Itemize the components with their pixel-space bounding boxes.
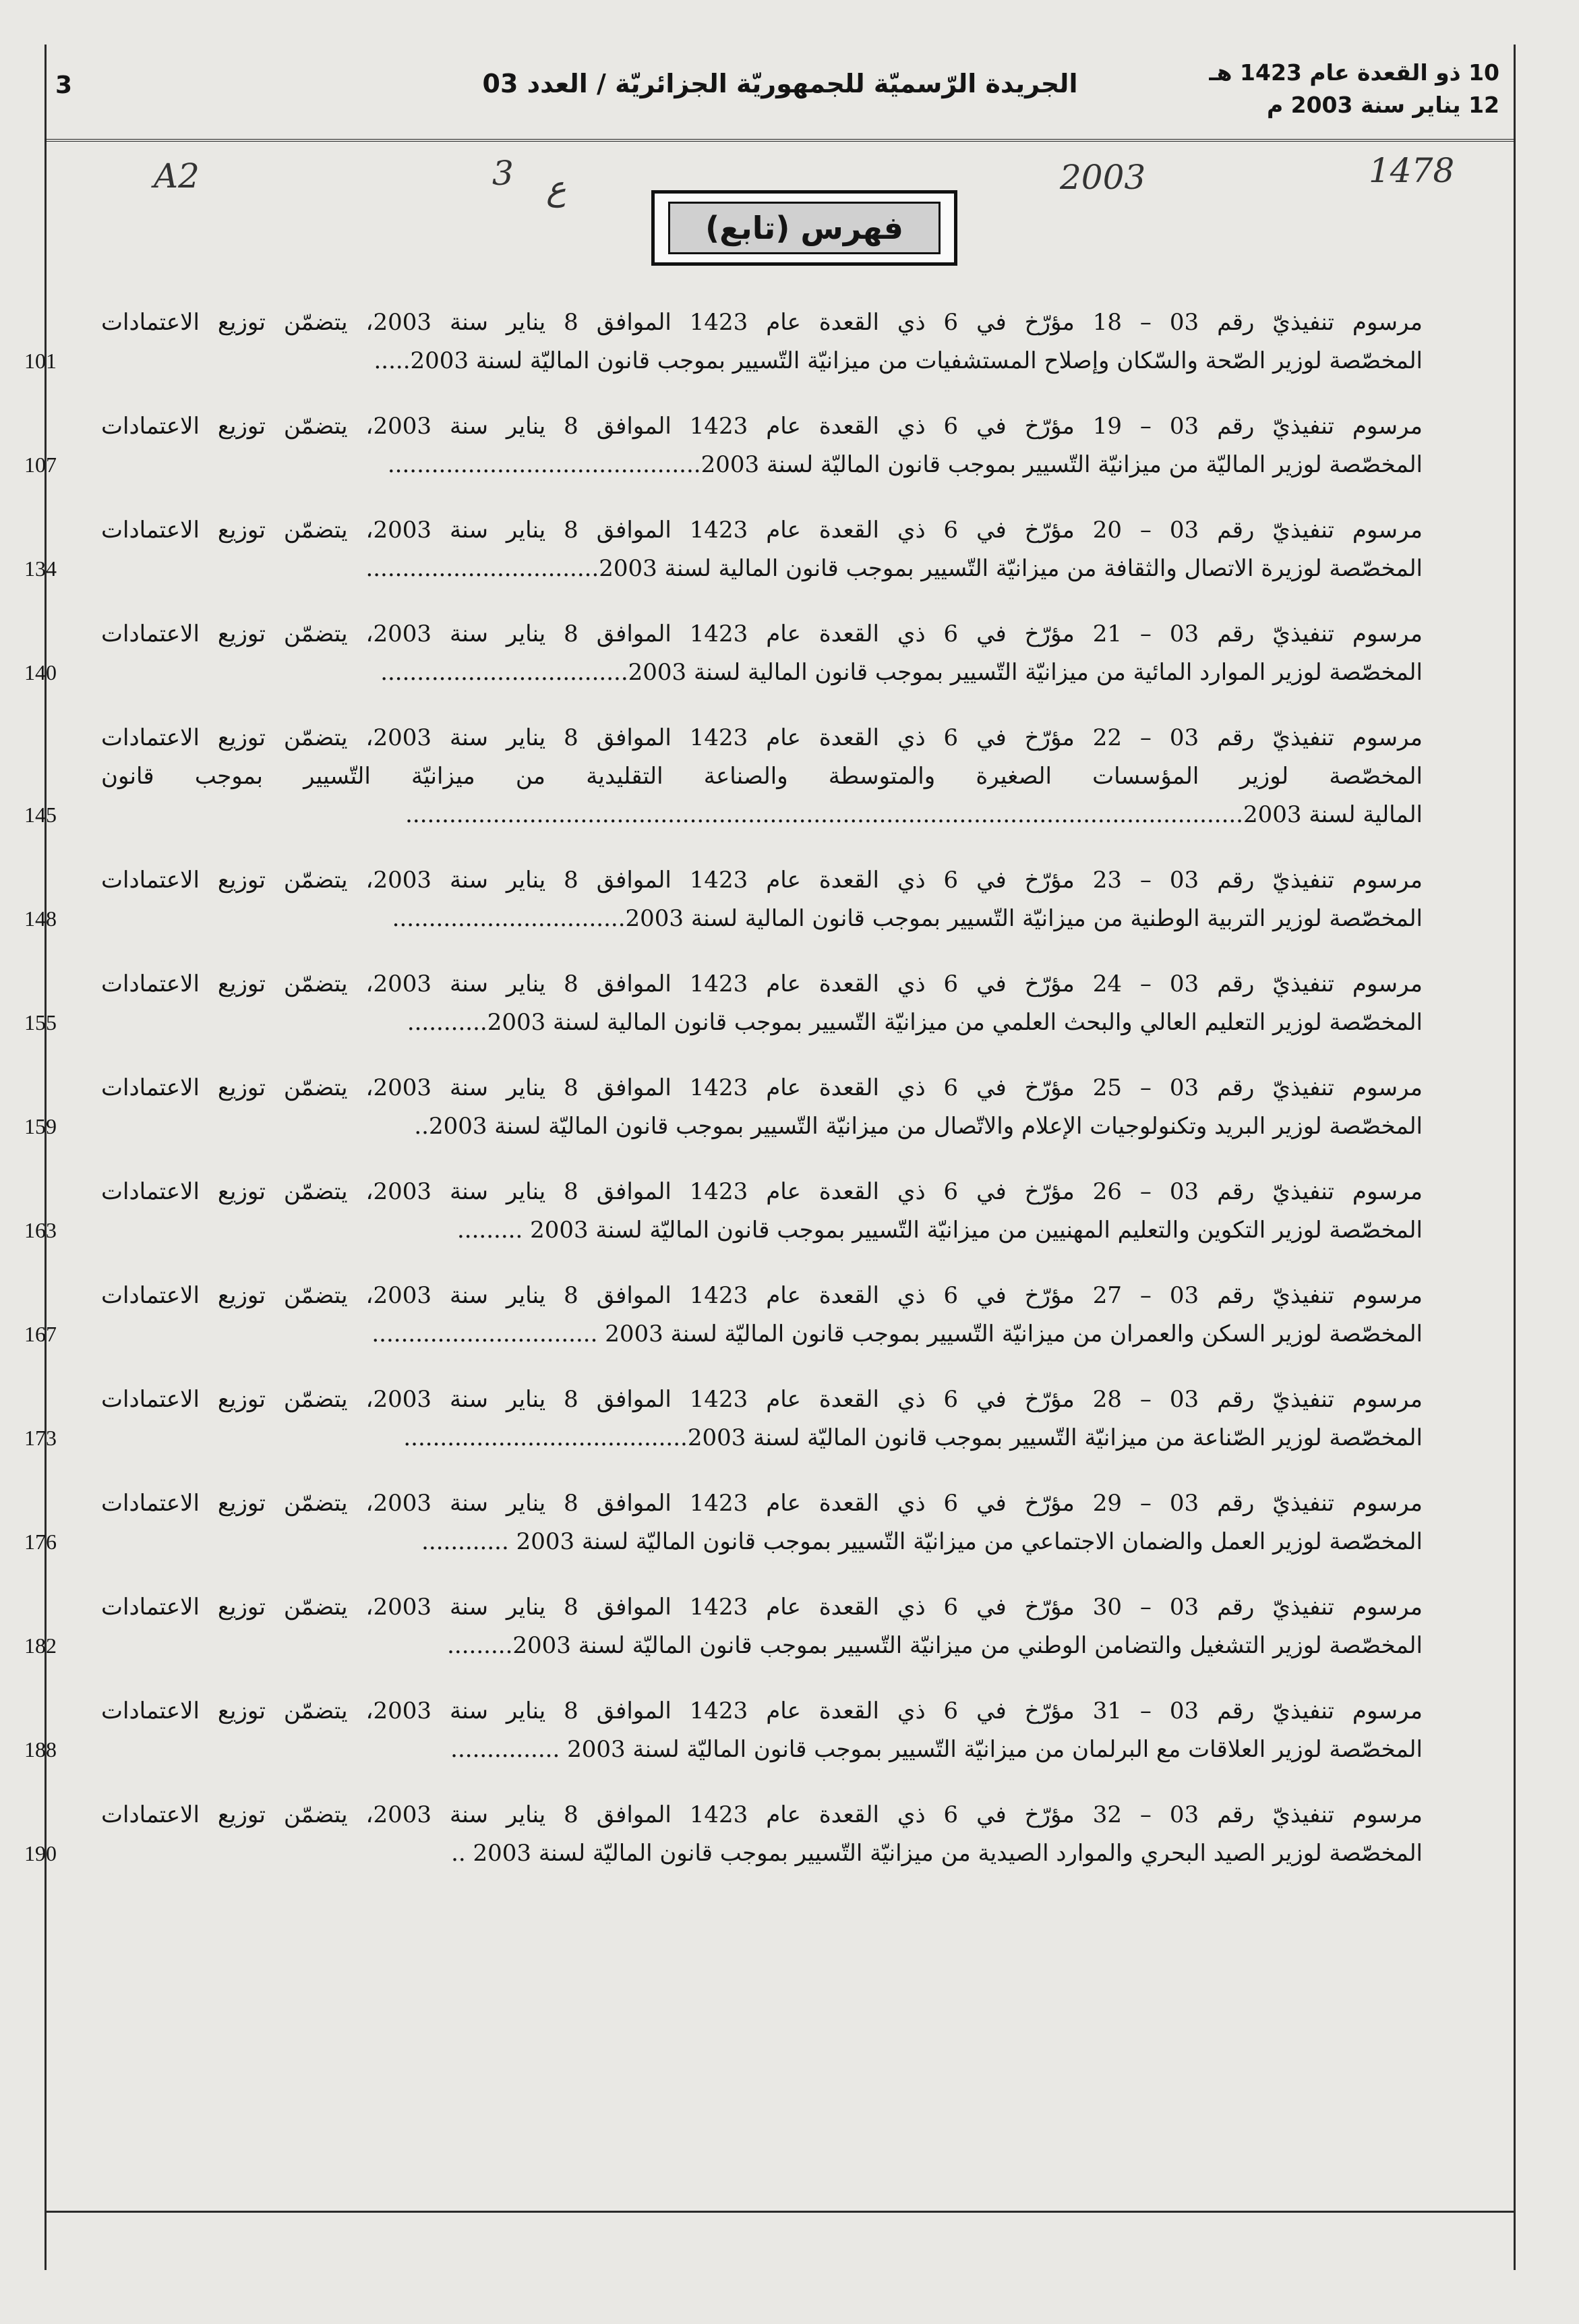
entry-text-line: مرسوم تنفيذيّ رقم 03 – 23 مؤرّخ في 6 ذي القعدة عام 1423 الموافق 8 يناير سنة 2003، يتضمّن توزيع الاعتمادات bbox=[101, 867, 1423, 894]
handwritten-letter: ع bbox=[546, 169, 566, 208]
entry-text-line: مرسوم تنفيذيّ رقم 03 – 27 مؤرّخ في 6 ذي القعدة عام 1423 الموافق 8 يناير سنة 2003، يتضمّن توزيع الاعتمادات bbox=[101, 1282, 1423, 1309]
handwritten-number: 3 bbox=[492, 154, 514, 193]
entry-text-line: المخصّصة لوزير العلاقات مع البرلمان من ميزانيّة التّسيير بموجب قانون الماليّة لسنة 2003 ............... bbox=[450, 1736, 1423, 1763]
entry-text-line: المخصّصة لوزير التشغيل والتضامن الوطني من ميزانيّة التّسيير بموجب قانون الماليّة لسنة 2003......... bbox=[447, 1632, 1423, 1659]
entry-page-number: 176 bbox=[24, 1530, 57, 1554]
entry-page-number: 188 bbox=[24, 1737, 57, 1762]
entry-page-number: 140 bbox=[24, 660, 57, 685]
entry-page-number: 134 bbox=[24, 556, 57, 581]
index-title-box bbox=[651, 190, 957, 266]
entry-page-number: 163 bbox=[24, 1218, 57, 1242]
index-entry bbox=[24, 407, 1423, 484]
index-entry bbox=[24, 1173, 1423, 1250]
index-entry bbox=[24, 719, 1423, 834]
entry-text-line: مرسوم تنفيذيّ رقم 03 – 29 مؤرّخ في 6 ذي القعدة عام 1423 الموافق 8 يناير سنة 2003، يتضمّن توزيع الاعتمادات bbox=[101, 1490, 1423, 1517]
index-entry bbox=[24, 965, 1423, 1042]
entry-text-line: المخصّصة لوزير السكن والعمران من ميزانيّة التّسيير بموجب قانون الماليّة لسنة 2003 ............................... bbox=[371, 1320, 1423, 1347]
index-entry bbox=[24, 1484, 1423, 1561]
entry-text-line: مرسوم تنفيذيّ رقم 03 – 20 مؤرّخ في 6 ذي القعدة عام 1423 الموافق 8 يناير سنة 2003، يتضمّن توزيع الاعتمادات bbox=[101, 517, 1423, 544]
index-entry bbox=[24, 1796, 1423, 1873]
header-date-gregorian: 12 يناير سنة 2003 م bbox=[1266, 92, 1499, 118]
header-date-hijri: 10 ذو القعدة عام 1423 هـ bbox=[1209, 59, 1499, 86]
entry-text-line: المخصّصة لوزير الماليّة من ميزانيّة التّسيير بموجب قانون الماليّة لسنة 2003........................................... bbox=[387, 451, 1423, 478]
entry-text-line: مرسوم تنفيذيّ رقم 03 – 22 مؤرّخ في 6 ذي القعدة عام 1423 الموافق 8 يناير سنة 2003، يتضمّن توزيع الاعتمادات bbox=[101, 724, 1423, 751]
handwritten-reference: 1478 bbox=[1369, 151, 1455, 190]
index-entry bbox=[24, 1588, 1423, 1665]
index-entry bbox=[24, 861, 1423, 938]
page-header bbox=[44, 45, 1516, 142]
index-entry bbox=[24, 303, 1423, 380]
entry-text-line: المخصّصة لوزير الصيد البحري والموارد الصيدية من ميزانيّة التّسيير بموجب قانون الماليّة لسنة 2003 .. bbox=[451, 1840, 1423, 1867]
index-entry bbox=[24, 1381, 1423, 1457]
entry-page-number: 101 bbox=[24, 349, 57, 373]
entry-text-line: المخصّصة لوزير الصّحة والسّكان وإصلاح المستشفيات من ميزانيّة التّسيير بموجب قانون الماليّة لسنة 2003..... bbox=[374, 347, 1423, 374]
index-entry bbox=[24, 1277, 1423, 1354]
entry-page-number: 145 bbox=[24, 803, 57, 827]
entry-text-line: مرسوم تنفيذيّ رقم 03 – 25 مؤرّخ في 6 ذي القعدة عام 1423 الموافق 8 يناير سنة 2003، يتضمّن توزيع الاعتمادات bbox=[101, 1074, 1423, 1101]
entry-page-number: 182 bbox=[24, 1633, 57, 1658]
index-entry bbox=[24, 1692, 1423, 1769]
entry-text-line: المخصّصة لوزير البريد وتكنولوجيات الإعلام والاتّصال من ميزانيّة التّسيير بموجب قانون الماليّة لسنة 2003.. bbox=[414, 1113, 1423, 1140]
entry-text-line: مرسوم تنفيذيّ رقم 03 – 19 مؤرّخ في 6 ذي القعدة عام 1423 الموافق 8 يناير سنة 2003، يتضمّن توزيع الاعتمادات bbox=[101, 413, 1423, 440]
entry-text-line: المخصّصة لوزير التربية الوطنية من ميزانيّة التّسيير بموجب قانون المالية لسنة 2003................................ bbox=[392, 905, 1423, 932]
entry-text-line: مرسوم تنفيذيّ رقم 03 – 31 مؤرّخ في 6 ذي القعدة عام 1423 الموافق 8 يناير سنة 2003، يتضمّن توزيع الاعتمادات bbox=[101, 1697, 1423, 1724]
entry-text-line: مرسوم تنفيذيّ رقم 03 – 21 مؤرّخ في 6 ذي القعدة عام 1423 الموافق 8 يناير سنة 2003، يتضمّن توزيع الاعتمادات bbox=[101, 620, 1423, 647]
entry-text-line: المخصّصة لوزير التعليم العالي والبحث العلمي من ميزانيّة التّسيير بموجب قانون المالية لسنة 2003........... bbox=[407, 1009, 1423, 1036]
entry-page-number: 107 bbox=[24, 453, 57, 477]
entry-text-line: مرسوم تنفيذيّ رقم 03 – 24 مؤرّخ في 6 ذي القعدة عام 1423 الموافق 8 يناير سنة 2003، يتضمّن توزيع الاعتمادات bbox=[101, 970, 1423, 997]
entry-page-number: 167 bbox=[24, 1322, 57, 1346]
entry-page-number: 148 bbox=[24, 906, 57, 931]
entry-page-number: 155 bbox=[24, 1010, 57, 1035]
index-title: فهرس (تابع) bbox=[668, 202, 941, 254]
entry-text-line: مرسوم تنفيذيّ رقم 03 – 26 مؤرّخ في 6 ذي القعدة عام 1423 الموافق 8 يناير سنة 2003، يتضمّن توزيع الاعتمادات bbox=[101, 1178, 1423, 1205]
index-entry bbox=[24, 1069, 1423, 1146]
index-entry bbox=[24, 615, 1423, 692]
entry-text-line: مرسوم تنفيذيّ رقم 03 – 30 مؤرّخ في 6 ذي القعدة عام 1423 الموافق 8 يناير سنة 2003، يتضمّن توزيع الاعتمادات bbox=[101, 1594, 1423, 1621]
handwritten-year: 2003 bbox=[1060, 158, 1146, 197]
entry-text-line: المخصّصة لوزير العمل والضمان الاجتماعي من ميزانيّة التّسيير بموجب قانون الماليّة لسنة 2003 ............ bbox=[421, 1528, 1423, 1555]
entry-text-line: المخصّصة لوزير الصّناعة من ميزانيّة التّسيير بموجب قانون الماليّة لسنة 2003....................................... bbox=[403, 1424, 1423, 1451]
index-entry bbox=[24, 511, 1423, 588]
entry-text-line: المخصّصة لوزير التكوين والتعليم المهنيين من ميزانيّة التّسيير بموجب قانون الماليّة لسنة 2003 ......... bbox=[457, 1217, 1423, 1244]
frame-bottom-rule bbox=[44, 2211, 1516, 2213]
journal-title: الجريدة الرّسميّة للجمهوريّة الجزائريّة / العدد 03 bbox=[482, 69, 1078, 98]
entry-text-line: المخصّصة لوزير الموارد المائية من ميزانيّة التّسيير بموجب قانون المالية لسنة 2003.................................. bbox=[380, 659, 1423, 686]
entry-text-line: المخصّصة لوزيرة الاتصال والثقافة من ميزانيّة التّسيير بموجب قانون المالية لسنة 2003................................ bbox=[365, 555, 1423, 582]
header-page-number: 3 bbox=[55, 71, 73, 99]
entry-text-line: مرسوم تنفيذيّ رقم 03 – 28 مؤرّخ في 6 ذي القعدة عام 1423 الموافق 8 يناير سنة 2003، يتضمّن توزيع الاعتمادات bbox=[101, 1386, 1423, 1413]
handwritten-note-left: A2 bbox=[154, 156, 200, 196]
entry-text-line: المالية لسنة 2003................................................................................................................... bbox=[405, 801, 1423, 828]
entry-page-number: 173 bbox=[24, 1426, 57, 1450]
entry-text-line: مرسوم تنفيذيّ رقم 03 – 18 مؤرّخ في 6 ذي القعدة عام 1423 الموافق 8 يناير سنة 2003، يتضمّن توزيع الاعتمادات bbox=[101, 309, 1423, 336]
entry-text-line: مرسوم تنفيذيّ رقم 03 – 32 مؤرّخ في 6 ذي القعدة عام 1423 الموافق 8 يناير سنة 2003، يتضمّن توزيع الاعتمادات bbox=[101, 1801, 1423, 1828]
index-entries bbox=[24, 303, 1423, 1900]
entry-page-number: 159 bbox=[24, 1114, 57, 1138]
entry-text-line: المخصّصة لوزير المؤسسات الصغيرة والمتوسطة والصناعة التقليدية من ميزانيّة التّسيير بموجب قانون bbox=[101, 763, 1423, 790]
entry-page-number: 190 bbox=[24, 1841, 57, 1865]
